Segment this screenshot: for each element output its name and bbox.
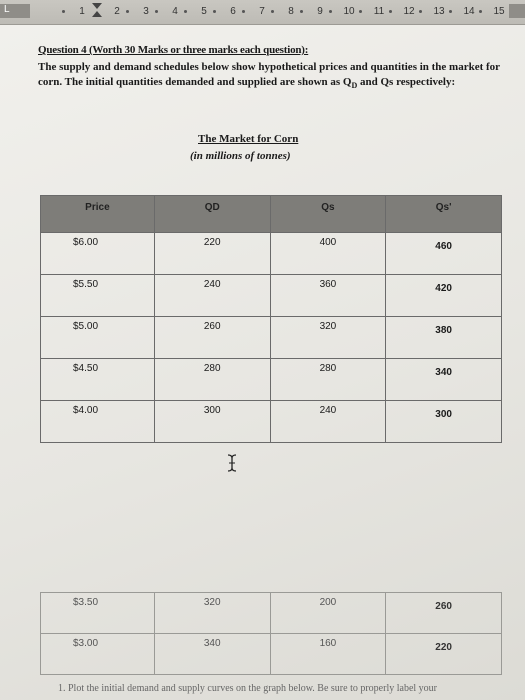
table-header-row: [41, 196, 502, 233]
supply-demand-table-continued: [40, 592, 502, 675]
ruler-dot: [155, 10, 158, 13]
cell-price[interactable]: $4.00: [41, 401, 155, 443]
ruler-tick: 10: [343, 6, 355, 17]
ruler-dot: [419, 10, 422, 13]
header-qd: QD: [154, 196, 270, 233]
cell-qd[interactable]: 260: [154, 317, 270, 359]
ruler-tick: 12: [403, 6, 415, 17]
ruler-tick: 13: [433, 6, 445, 17]
intro-line-3: and Qs respectively:: [357, 76, 456, 88]
cell-qs-prime[interactable]: 380: [386, 317, 502, 359]
cell-qs[interactable]: 280: [270, 359, 386, 401]
header-qs: Qs: [270, 196, 386, 233]
table-row: [41, 275, 502, 317]
cell-qs-prime[interactable]: 460: [386, 233, 502, 275]
cell-qs[interactable]: 200: [270, 593, 386, 634]
ruler-dot: [389, 10, 392, 13]
cell-qs[interactable]: 360: [270, 275, 386, 317]
instruction-text: Plot the initial demand and supply curves on the graph below. Be sure to properly label your: [68, 683, 437, 694]
ruler-dot: [449, 10, 452, 13]
ruler-dot: [479, 10, 482, 13]
cell-qs[interactable]: 240: [270, 401, 386, 443]
table-row: [41, 317, 502, 359]
ruler-dot: [329, 10, 332, 13]
ruler-dot: [359, 10, 362, 13]
cell-price[interactable]: $3.50: [41, 593, 155, 634]
cell-qs[interactable]: 400: [270, 233, 386, 275]
cell-qd[interactable]: 220: [154, 233, 270, 275]
text-cursor-icon: [226, 454, 238, 472]
intro-line-2: corn. The initial quantities demanded and supplied are shown as Q: [38, 76, 352, 88]
ruler[interactable]: [0, 0, 525, 25]
table-row: [41, 593, 502, 634]
ruler-tick: 15: [493, 6, 505, 17]
table-row: [41, 401, 502, 443]
ruler-tick: 3: [143, 6, 149, 17]
table-row: [41, 233, 502, 275]
ruler-tick: 5: [201, 6, 207, 17]
ruler-tick: 2: [114, 6, 120, 17]
supply-demand-table: [40, 195, 502, 443]
cell-qs-prime[interactable]: 340: [386, 359, 502, 401]
cell-qs[interactable]: 160: [270, 634, 386, 675]
cell-qs-prime[interactable]: 260: [386, 593, 502, 634]
cell-price[interactable]: $6.00: [41, 233, 155, 275]
ruler-dot: [213, 10, 216, 13]
intro-subscript: D: [351, 81, 358, 91]
table-subtitle: (in millions of tonnes): [190, 150, 291, 162]
question-intro: [38, 60, 508, 93]
ruler-tick: 14: [463, 6, 475, 17]
table-title: The Market for Corn: [198, 133, 299, 145]
ruler-dot: [126, 10, 129, 13]
ruler-dot: [184, 10, 187, 13]
instruction-line: [58, 683, 437, 694]
header-qs-prime: Qs': [386, 196, 502, 233]
ruler-tick: 8: [288, 6, 294, 17]
cell-price[interactable]: $5.00: [41, 317, 155, 359]
table-row: [41, 359, 502, 401]
ruler-tick: 4: [172, 6, 178, 17]
cell-qd[interactable]: 280: [154, 359, 270, 401]
cell-qs-prime[interactable]: 300: [386, 401, 502, 443]
intro-line-1: The supply and demand schedules below show hypothetical prices and quantities in the market for: [38, 61, 500, 73]
tab-stop-icon[interactable]: L: [4, 4, 10, 15]
ruler-tick: 9: [317, 6, 323, 17]
header-price: Price: [41, 196, 155, 233]
table-row: [41, 634, 502, 675]
cell-qd[interactable]: 240: [154, 275, 270, 317]
cell-qd[interactable]: 340: [154, 634, 270, 675]
cell-qd[interactable]: 300: [154, 401, 270, 443]
cell-price[interactable]: $5.50: [41, 275, 155, 317]
cell-qd[interactable]: 320: [154, 593, 270, 634]
cell-qs-prime[interactable]: 420: [386, 275, 502, 317]
ruler-tick: 11: [373, 6, 385, 17]
cell-qs-prime[interactable]: 220: [386, 634, 502, 675]
cell-price[interactable]: $4.50: [41, 359, 155, 401]
ruler-dot: [62, 10, 65, 13]
ruler-dot: [271, 10, 274, 13]
ruler-dot: [300, 10, 303, 13]
ruler-right-margin[interactable]: [509, 4, 525, 18]
ruler-dot: [242, 10, 245, 13]
ruler-tick: 1: [79, 6, 85, 17]
cell-qs[interactable]: 320: [270, 317, 386, 359]
ruler-tick: 6: [230, 6, 236, 17]
indent-marker-icon[interactable]: [92, 3, 102, 17]
cell-price[interactable]: $3.00: [41, 634, 155, 675]
question-heading: Question 4 (Worth 30 Marks or three marks each question):: [38, 44, 309, 56]
instruction-number: 1.: [58, 683, 66, 694]
ruler-tick: 7: [259, 6, 265, 17]
